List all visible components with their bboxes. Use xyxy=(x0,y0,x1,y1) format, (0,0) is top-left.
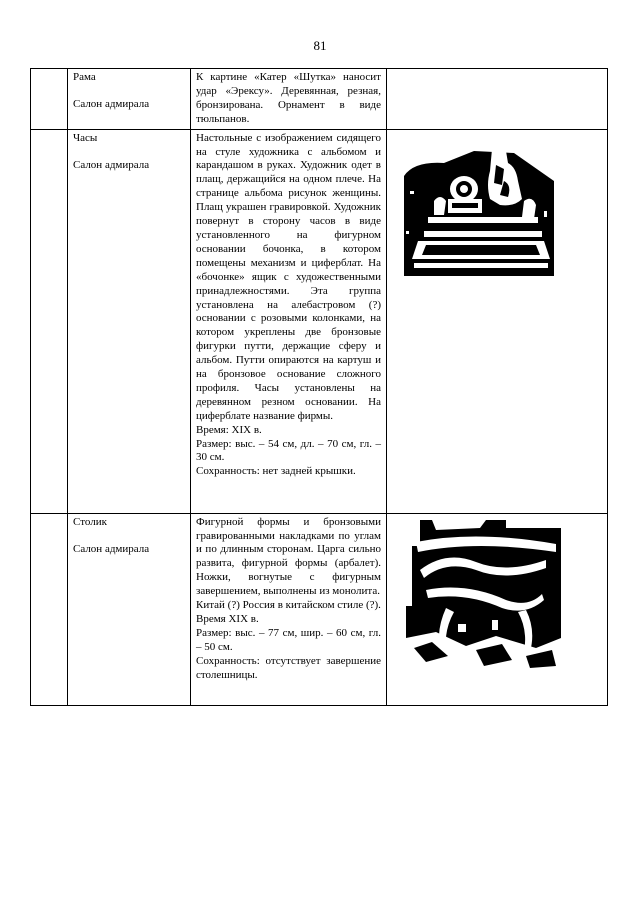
item-name-cell xyxy=(68,69,191,130)
clock-image xyxy=(404,141,554,276)
table-row xyxy=(31,513,608,705)
item-photo-cell xyxy=(387,69,608,130)
item-location: Салон адмирала xyxy=(73,97,150,110)
page-number: 81 xyxy=(313,38,327,53)
row-number-cell xyxy=(31,513,68,705)
item-size: Размер: выс. – 54 см, дл. – 70 см, гл. – 30 см. xyxy=(196,437,381,464)
item-name-cell xyxy=(68,513,191,705)
item-location: Салон адмирала xyxy=(73,542,150,555)
catalog-table xyxy=(30,68,608,706)
item-photo-cell xyxy=(387,513,608,705)
item-condition: Сохранность: нет задней крышки. xyxy=(196,465,356,478)
item-size: Размер: выс. – 77 см, шир. – 60 см, гл. – 50 см. xyxy=(196,626,381,653)
item-description: Настольные с изображением сидящего на стуле художника с альбомом и карандашом в руках. Художник одет в плащ, держащийся на одном плече. На странице альбома рисунок женщины. Плащ украшен гравировкой. Художник повернут в сторону часов в виде установленного на фигурном основании бочонка, в котором помещены механизм и циферблат. На «бочонке» ящик с художественными принадлежностями. Эта группа установлена на алебастровом (?) основании с розовыми колонками, на котором укреплены две бронзовые фигурки путти, держащие сферу и альбом. Путти опираются на картуш и на бронзовое основание сложного профиля. Часы установлены на деревянном резном основании. На циферблате название фирмы. xyxy=(196,131,381,422)
item-location: Салон адмирала xyxy=(73,158,150,171)
item-name: Столик xyxy=(73,515,107,528)
item-origin: Китай (?) Россия в китайском стиле (?). xyxy=(196,599,381,612)
item-name-cell xyxy=(68,129,191,513)
item-description: Фигурной формы и бронзовыми гравированными накладками по углам и по длинным сторонам. Царга сильно развита, фигурной формы (арбалет). Ножки, вогнутые с фигурным завершением, выполнены из монолита. xyxy=(196,515,381,598)
item-period: Время: XIX в. xyxy=(196,423,262,436)
item-description-cell xyxy=(191,129,387,513)
row-number-cell xyxy=(31,69,68,130)
table-row xyxy=(31,69,608,130)
table-row xyxy=(31,129,608,513)
row-number-cell xyxy=(31,129,68,513)
item-condition: Сохранность: отсутствует завершение столешницы. xyxy=(196,654,381,681)
clock-photo xyxy=(404,141,602,276)
item-description: К картине «Катер «Шутка» наносит удар «Эрексу». Деревянная, резная, бронзирована. Орнамент в виде тюльпанов. xyxy=(196,71,381,125)
item-photo-cell xyxy=(387,129,608,513)
item-description-cell xyxy=(191,513,387,705)
item-name: Часы xyxy=(73,131,98,144)
side-table-image xyxy=(406,520,561,670)
table-photo xyxy=(406,520,602,670)
item-description-cell xyxy=(191,69,387,130)
item-period: Время XIX в. xyxy=(196,612,259,625)
item-name: Рама xyxy=(73,71,96,83)
